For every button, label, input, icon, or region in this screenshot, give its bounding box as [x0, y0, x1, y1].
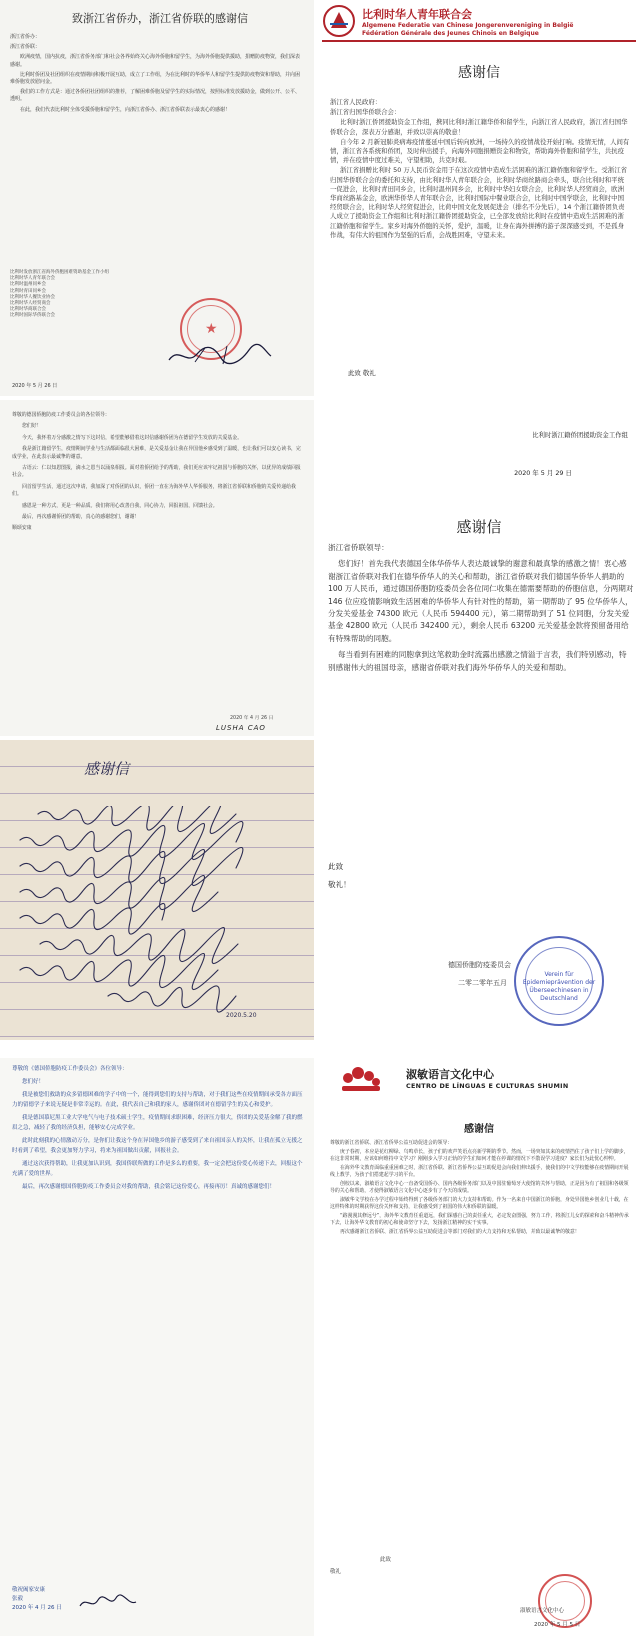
letter-title: 感谢信 [84, 760, 130, 778]
letter-student-zhangyi [0, 1058, 314, 1636]
org-name-dutch: Algemene Federatie van Chinese Jongerenvereniging in België [362, 22, 574, 29]
blue-seal-stamp [514, 936, 604, 1026]
letter-date: 2020 年 4 月 26 日 [230, 716, 274, 721]
salutation: 浙江省侨联： [10, 44, 41, 51]
letter-paragraph: 回首留学生活，通过这次申请，我加深了对侨团的认识，侨团一直在为海外华人华侨服务，将浙江省侨联和侨胞的关爱传递给我们。 [12, 483, 296, 498]
shumin-logo-icon [338, 1064, 384, 1098]
seal-text: Verein für Epidemieprävention der Überseechinesen in Deutschland [522, 971, 596, 1002]
letter-title: 感谢信 [458, 65, 500, 81]
letter-paragraph: 庚子春初，本应是花红柳绿、鸟鸣草长，孩子们的欢声笑语点亮新学期的季节。然而，一场突如其来的疫情挡住了孩子们上学的脚步，在这非常时期，应该如何维持中文学习？刚刚步入学习正轨的学生们如何才能在停课的情况下不散误学习进度？家长们为此忧心忡忡。 [330, 1149, 629, 1162]
letter-paragraph: 我们的工作方式是：通过各侨团社团组织的推荐，了解困难侨胞及留学生的实际情况，按照标准发放援助金，做到公开、公平、透明。 [10, 89, 301, 103]
letter-paragraph: 最后，再次感谢德国侨胞防疫工作委员会对我的帮助，我会铭记这份爱心，再接再厉！真诚的感谢您们！ [22, 1184, 276, 1190]
letter-body [330, 98, 630, 241]
letter-paragraph: 古语云：仁以知恩图报，滴水之恩当以涌泉相报。面对着侨团给予的帮助，我们更应该牢记祖国与侨胞的关怀，以优异的成绩回报社会。 [12, 465, 301, 479]
letter-paragraph: 每当看到有困难的同胞拿到这笔救助金时流露出感激之情溢于言表，我们特别感动，特别感谢伟大的祖国母亲，感谢省侨联对我们海外华侨华人的关爱和帮助。 [328, 650, 627, 672]
letter-paragraph: 创校以来，淑敏语言文化中心一直备受国侨办、国内各级侨务部门以及中国驻葡萄牙大使馆的关怀与帮助，正是因为有了祖国和各级领导的关心和帮助，才使得淑敏语言文化中心逐步有了今天的成绩。 [330, 1181, 629, 1194]
letter-date: 2020 年 5 月 5 日 [534, 1622, 581, 1628]
letter-body [328, 542, 634, 678]
salutation: 浙江省侨办： [10, 34, 41, 40]
letter-shumin-center [318, 1050, 640, 1636]
closing-line: 敬礼！ [328, 880, 351, 889]
letter-paragraph: 通过这次获得帮助，让我更加认识到，我国侨联所做的工作是多么的重要，我一定会把这份爱心传递下去，回报这个充满了爱的世界。 [12, 1161, 303, 1177]
letter-paragraph: 我是德国慕尼黑工业大学电气与电子技术硕士学生，疫情期间求职困难，经济压力很大，侨团的关爱基金解了我的燃眉之急，减轻了我的经济负担，能够安心完成学业。 [12, 1115, 303, 1131]
org-name-french: Fédération Générale des Jeunes Chinois en Belgique [362, 30, 539, 37]
letter-date: 2020 年 5 月 26 日 [12, 383, 58, 389]
signer: 比利时华人青年联合会 [10, 276, 55, 282]
letter-sign-off: 顺颂安康 [12, 525, 32, 532]
letter-body [10, 34, 302, 117]
signer: 比利时温州同乡会 [10, 282, 46, 288]
closing-line: 敬礼 [330, 1569, 342, 1575]
letter-paragraph: 在海外华文教育面临重重困难之时，浙江省侨联、浙江省侨界公益互助促进会向我们伸出援手，使我们的中文学校能够在疫情期间开展线上教学，为孩子们搭建起学习的平台。 [330, 1165, 629, 1178]
closing-line: 此致 [380, 1557, 392, 1563]
letter-paragraph: 我是被您们救助的众多留德困难的学子中的一个，能得到您们的支持与帮助，对于我们这些在疫情期间承受各方面压力的留德学子来说无疑是非常幸运的。在此，我代表自己和我的家人，感谢侨团对在德留学生的关心和爱护。 [12, 1092, 303, 1108]
signer: 比利时发放浙江省海外侨胞困难资助基金工作小组 [10, 270, 109, 275]
letter-paragraph: 您们好！首先我代表德国全体华侨华人表达最诚挚的谢意和最真挚的感激之情！衷心感谢浙江省侨联对我们在德华侨华人的关心和帮助，浙江省侨联对我们德国华侨华人捐助的 100 万人民币，通过德国侨胞防疫委员会各位同仁收集在德需要帮助的侨胞信息，分两期对 146 位应疫情影响致生活困难的华侨华人有针对性的帮助，第一期帮助了 95 位华侨华人，分发关爱基金 74300 欧元（人民币 594400 元），第二期帮助到了 51 位同胞，分发关爱基金 42800 欧元（人民币 342400 元），剩余人民币 63200 元关爱基金款将预留备用给有特殊帮助的同胞。 [328, 559, 634, 643]
letter-paragraph: 此时此刻我的心情激动万分，是你们让我这个身在异国他乡的游子感受到了来自祖国亲人的关怀，让我在孤立无援之时看到了希望，我会更加努力学习，将来为祖国做出贡献，回报社会。 [12, 1138, 303, 1154]
letter-closing [328, 858, 351, 894]
letter-title: 感谢信 [464, 1124, 494, 1135]
org-name-chinese: 淑敏语言文化中心 [406, 1068, 494, 1081]
letter-sender: 张毅 [12, 1596, 24, 1602]
letter-body [330, 1140, 630, 1238]
letter-date: 2020.5.20 [226, 1012, 257, 1019]
signer: 比利时华商联合会 [10, 307, 46, 313]
letter-paragraph: 在此，我们代表比利时全体受援侨胞和留学生，向浙江省侨办、浙江省侨联表示最衷心的感谢！ [20, 106, 231, 113]
closing-line: 敬祝阖家安康 [12, 1587, 46, 1593]
letter-paragraph: 今天，我怀着万分感激之情写下这封信，希望能够借着这封信感谢侨团为在德留学生发放的关爱基金。 [22, 434, 243, 441]
handwritten-signature [78, 1594, 138, 1612]
salutation: 浙江省人民政府： [330, 98, 382, 106]
signer: 比利时华人餐饮业协会 [10, 294, 55, 300]
letter-paragraph: “路漫漫其修远兮”，海外华文教育任重道远，我们深感自己的责任重大，必定发奋图强，努力工作，将浙江儿女的探索和奋斗精神传承下去，让海外华文教育的初心和使命坚守下去，发扬浙江精神的实干实事。 [330, 1213, 629, 1226]
federation-logo-icon [322, 4, 356, 38]
signer: 比利时国际华侨联合会 [10, 313, 55, 319]
letter-paragraph: 我是浙江籍留学生，疫情期间学业与生活都面临很大困难，是关爱基金让我在异国他乡感受到了温暖，也让我们可以安心读书，完成学业，在此表示最诚挚的谢意。 [12, 446, 301, 460]
letter-closing [330, 1554, 391, 1578]
signer: 比利时青田同乡会 [10, 288, 46, 294]
salutation: 尊敬的德国侨胞防疫工作委员会的各位领导： [12, 412, 110, 418]
letter-title: 致浙江省侨办，浙江省侨联的感谢信 [72, 12, 248, 25]
letter-paragraph: 最后，再次感谢侨团的帮助，真心的感谢您们，谢谢！ [22, 514, 140, 521]
letter-body [12, 1064, 304, 1195]
letter-sender: 德国侨胞防疫委员会 [448, 961, 511, 969]
signer-list [10, 270, 180, 320]
salutation: 尊敬的浙江省侨联、浙江省侨界公益互助促进会的领导： [330, 1140, 453, 1146]
signature-block [12, 1586, 62, 1613]
letter-paragraph: 自今年 2 月新冠肺炎病毒疫情蔓延中国后转向欧洲，一场持久的疫情战役开始打响。疫情无情，人间有情，浙江省各系统和侨团，及时伸出援手，向海外同胞捐赠资金和物资，帮助海外侨胞和留学生，共抗疫情，并在疫情中度过难关，守望相助，共克时艰。 [330, 137, 630, 165]
signer: 比利时华人经贸商会 [10, 301, 51, 307]
handwriting-scribble [18, 806, 288, 1016]
letter-handwritten [0, 740, 314, 1040]
letter-paragraph: 浙江省捐赠比利时 50 万人民币资金用于在这次疫情中造成生活困难的浙江籍侨胞和留学生。受浙江省归国华侨联合会的委托和支持，由比利时华人青年联合会，比利时华商丝路商会牵头，联合比利时和平统一促进会，比利时青田同乡会，比利时温州同乡会，比利时中华妇女联合会，比利时华人经贸商会，欧洲华商丝路基金会，欧洲华侨华人青年联合会，比利时国际中餐业联合会，比利时中国学联会，比利时中国经贸联合会，比利时华人经贸促进会，比荷中国文化发展促进会（排名不分先后），14 个浙江籍侨团负责人成立了援助资金工作组和比利时浙江籍侨团援助资金，已全部发放给比利时在疫情中造成生活困难的浙江籍侨胞和留学生。家乡对海外侨胞的关怀，爱护，温暖，让身在海外拼搏的游子深深感受到，不是孤身作战，有伟大的祖国作为坚强的后盾，会战胜困难，守望未来。 [330, 166, 627, 239]
letter-paragraph: 感恩是一种方式，更是一种品质。我们将用心改善自我，同心协力，回报祖国，回馈社会。 [22, 502, 218, 509]
letter-date: 2020 年 5 月 29 日 [514, 469, 572, 477]
letter-paragraph: 欧洲疫情，国内抗疫，浙江省侨务部门和社会各界始终关心海外侨胞和留学生，为海外侨胞提供援助，捐赠防疫物资，我们深表感谢。 [10, 54, 301, 68]
letter-body [12, 412, 302, 537]
letterhead-divider [322, 40, 636, 42]
org-name-portuguese: CENTRO DE LÍNGUAS E CULTURAS SHUMIN [406, 1082, 569, 1090]
greeting: 您们好！ [22, 1079, 45, 1085]
letter-date: 二零二零年五月 [458, 979, 507, 987]
salutation: 浙江省归国华侨联合会： [330, 108, 401, 117]
handwritten-signature [165, 342, 275, 368]
salutation: 浙江省侨联领导： [328, 543, 389, 552]
letter-closing: 此致 敬礼 [348, 369, 376, 377]
red-seal-stamp: ★ [180, 298, 242, 360]
greeting: 您们好！ [22, 423, 42, 430]
letter-belgian-youth-federation [318, 0, 640, 512]
letter-germany-committee [318, 512, 640, 1032]
salutation: 尊敬的《德国侨胞防疫工作委员会》各位领导： [12, 1066, 128, 1072]
letter-paragraph: 比利时浙江侨团援助资金工作组，携同比利时浙江籍华侨和留学生，向浙江省人民政府，浙江省归国华侨联合会，深表万分感谢，并致以崇高的敬意！ [330, 118, 628, 136]
closing-line: 此致 [328, 862, 344, 871]
letter-paragraph: 比利时侨团及社团组织在疫情期间积极开展互助，成立了工作组，为在比利时的华侨华人和留学生提供防疫物资和帮助，并向困难侨胞发放慰问金。 [10, 71, 301, 86]
letter-student-lusha [0, 400, 314, 736]
org-name-chinese: 比利时华人青年联合会 [362, 8, 472, 21]
letter-date: 2020 年 4 月 26 日 [12, 1605, 62, 1611]
letter-sender: 比利时浙江籍侨团援助资金工作组 [532, 431, 628, 439]
letter-paragraph: 淑敏华文学校在办学过程中始终得到了各级侨务部门的大力支持和帮助。作为一名来自中国浙江的侨胞，身处异国他乡创业几十载，在这样特殊的时期获得这份关怀和支持，让我感受到了祖国的伟大和侨联的温暖。 [330, 1197, 629, 1210]
letter-title: 感谢信 [456, 518, 502, 536]
letter-belgium-overseas-affairs [0, 0, 314, 396]
letter-sender: 淑敏语言文化中心 [520, 1608, 565, 1614]
signature-name: LUSHA CAO [216, 724, 266, 732]
letter-paragraph: 再次感谢浙江省侨联、浙江省侨界公益互助促进会等部门对我们的大力支持和无私帮助，并致以最诚挚的敬意！ [340, 1229, 580, 1235]
